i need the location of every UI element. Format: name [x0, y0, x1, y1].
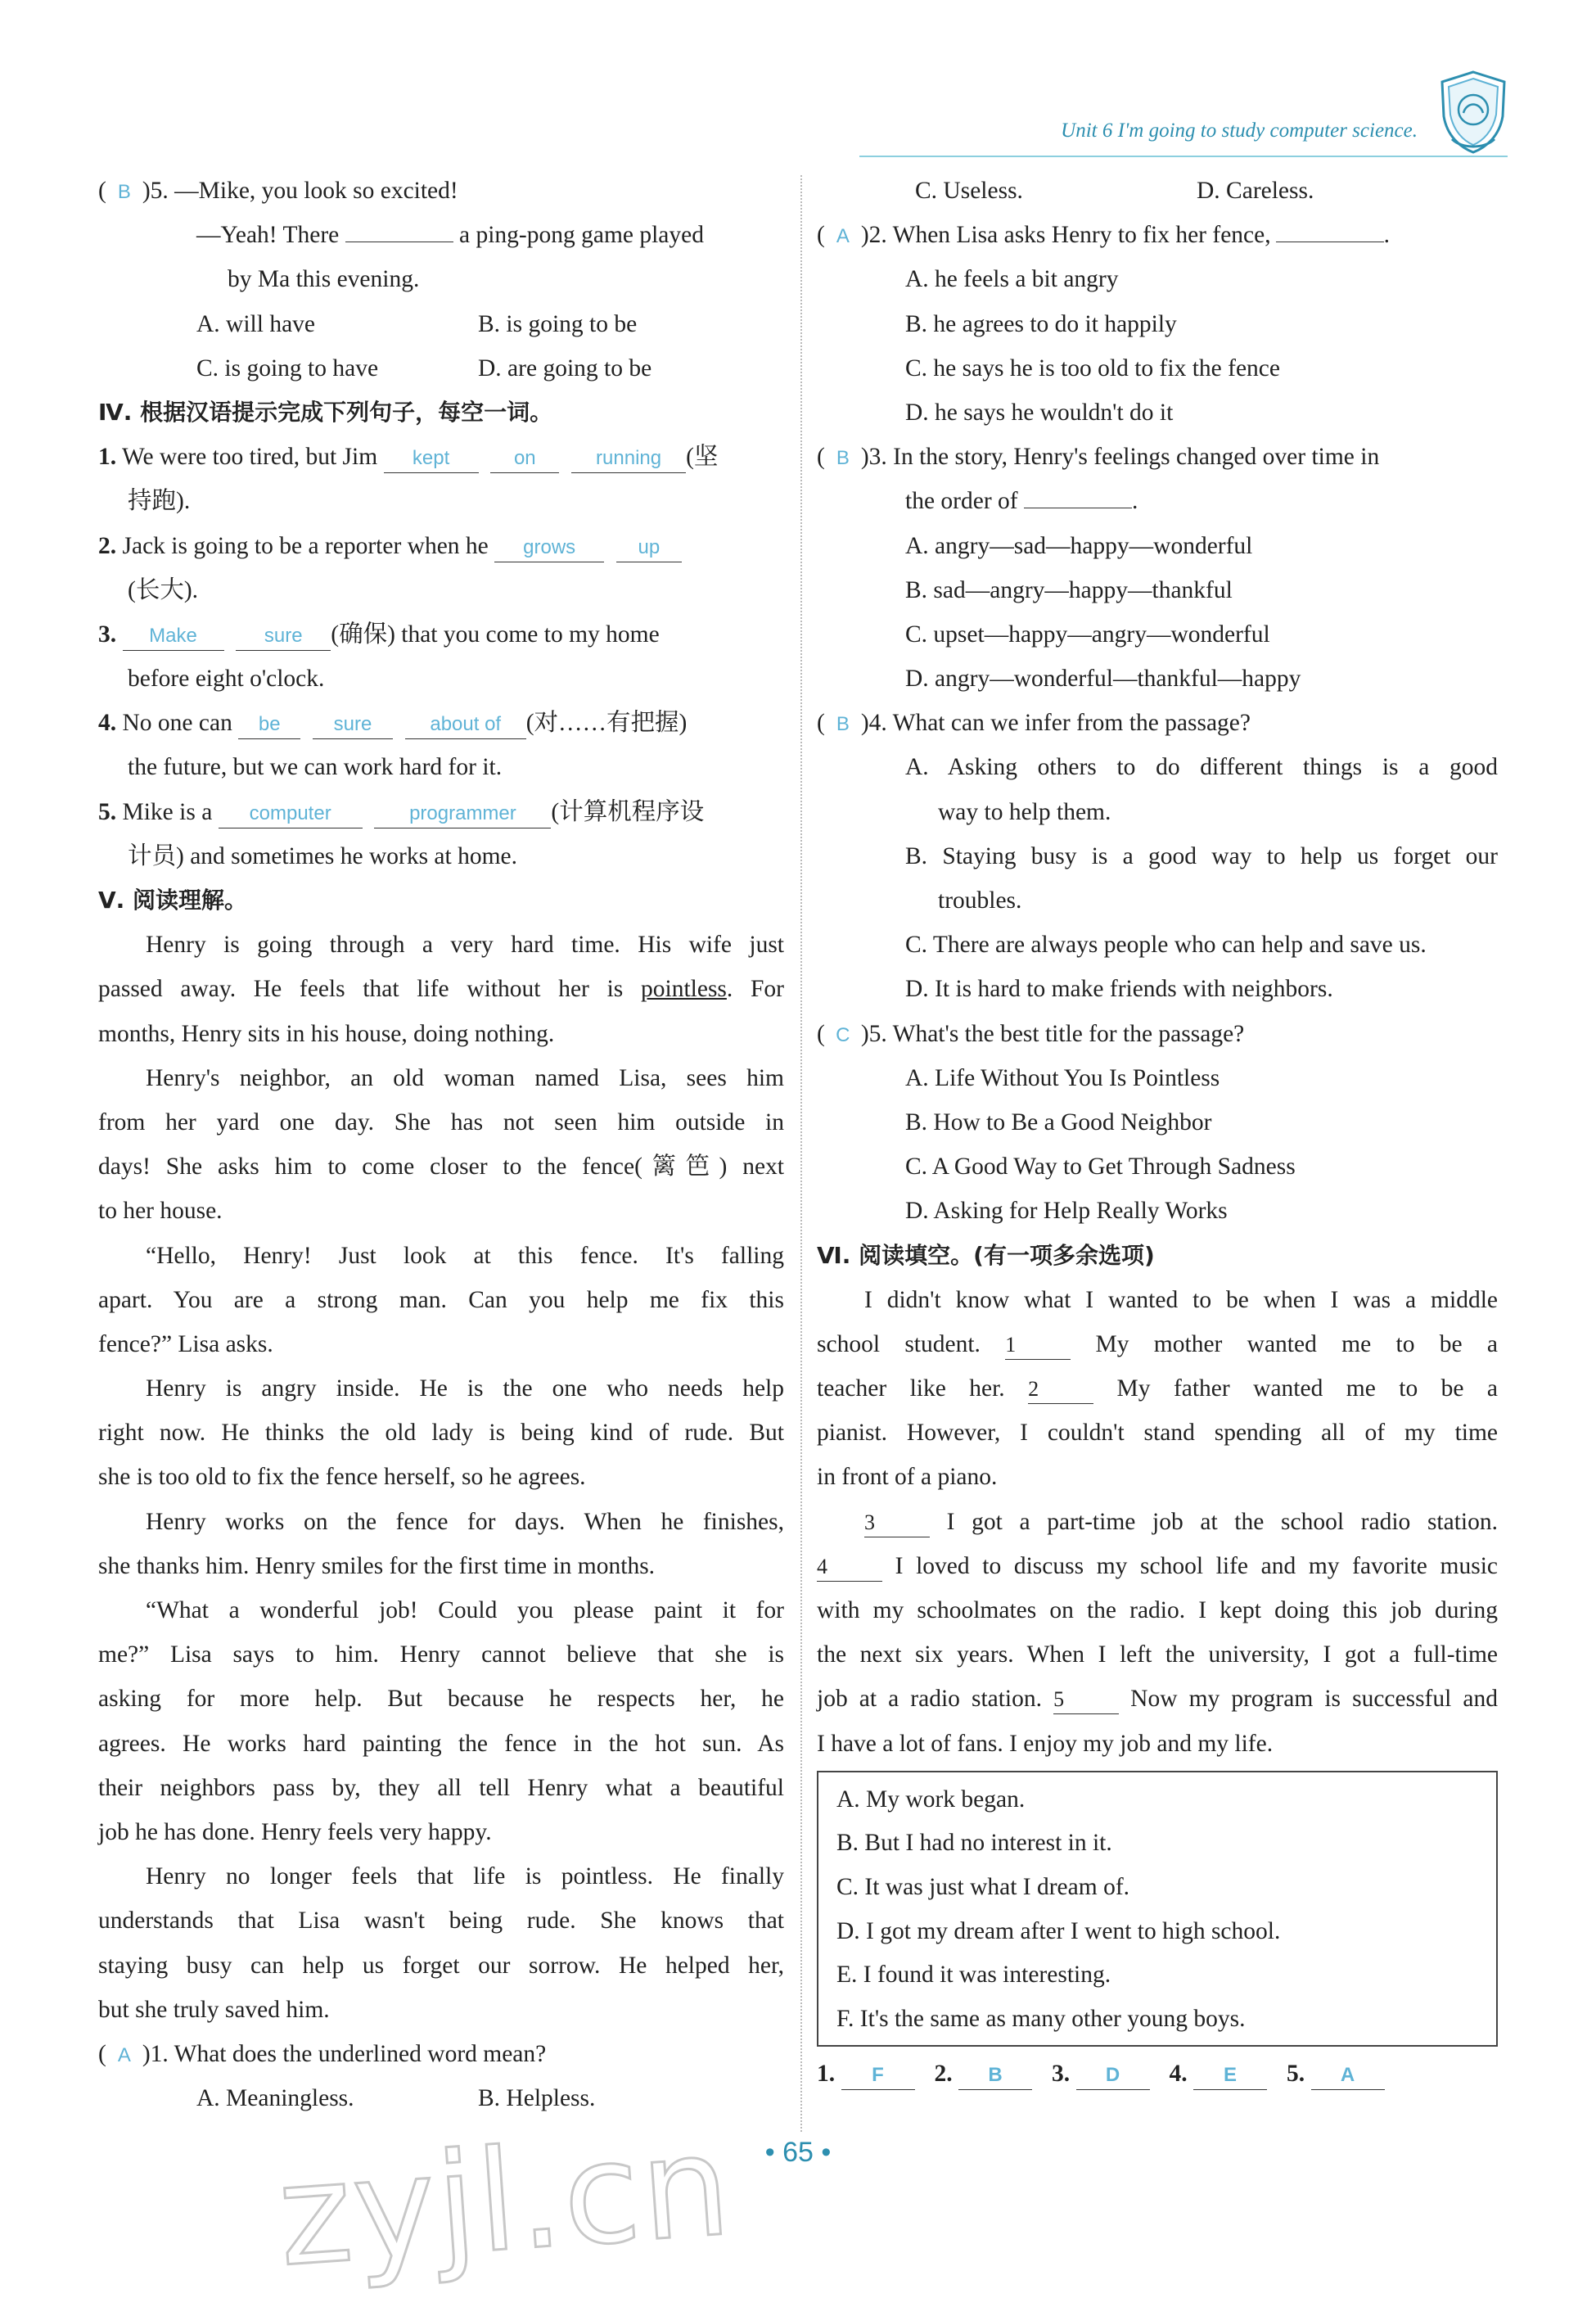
option-text: A. angry—sad—happy—wonderful: [905, 532, 1253, 559]
option-d[interactable]: D. Careless.: [1197, 178, 1314, 204]
cloze-line: the next six years. When I left the university, I got a full-time: [817, 1641, 1498, 1668]
passage-line: asking for more help. But because he respects her, he: [98, 1686, 784, 1713]
item-number: 1.: [98, 444, 117, 471]
reading-question-5: ( C )5. What's the best title for the passage? A. Life Without You Is Pointless B. How to Be a Good Neighbor C. A Good Way to Get Through Sadness D. Asking for Help Really Works: [817, 1012, 1498, 1234]
answer-blank[interactable]: on: [490, 445, 559, 473]
option-a[interactable]: A. Meaningless.: [196, 2085, 354, 2112]
option-a[interactable]: [817, 257, 1498, 301]
option-c[interactable]: [817, 923, 1498, 967]
option-c[interactable]: C. is going to have: [196, 354, 379, 381]
cloze-blank-3[interactable]: 3: [864, 1509, 930, 1537]
question-5: ( B )5. —Mike, you look so excited! —Yeah! There a ping-pong game played by Ma this evening. A. will have B. is going to be C. is going to have D. are going to be: [98, 169, 784, 391]
item-text: (确保) that you come to my home: [331, 621, 660, 648]
answer-blank[interactable]: D: [1076, 2061, 1150, 2090]
item-text: No one can: [122, 710, 232, 737]
question-text: by Ma this evening.: [228, 266, 420, 293]
passage-line: she thanks him. Henry smiles for the first time in months.: [98, 1552, 656, 1579]
option-text: way to help them.: [938, 798, 1111, 825]
option-text: D. he says he wouldn't do it: [905, 399, 1174, 426]
option-text: D. Asking for Help Really Works: [905, 1198, 1228, 1225]
option-item: D. I got my dream after I went to high school.: [836, 1917, 1281, 1944]
passage-line: Henry is going through a very hard time. His wife just: [146, 932, 784, 959]
option-text: C. upset—happy—angry—wonderful: [905, 621, 1270, 648]
header-rule: [859, 156, 1508, 157]
passage-line: “Hello, Henry! Just look at this fence. It's falling: [146, 1242, 784, 1269]
option-item: E. I found it was interesting.: [836, 1962, 1111, 1989]
question-stem: )4. What can we infer from the passage?: [860, 710, 1251, 737]
option-text: A. Asking others to do different things is a good: [905, 754, 1498, 781]
option-item: F. It's the same as many other young boys.: [836, 2005, 1246, 2032]
answer-blank[interactable]: Make: [123, 622, 224, 651]
option-text: C. There are always people who can help and save us.: [905, 932, 1427, 959]
option-b[interactable]: [817, 568, 1498, 612]
answer-blank[interactable]: grows: [494, 534, 604, 562]
option-text: C. A Good Way to Get Through Sadness: [905, 1154, 1296, 1181]
answer-mark: A: [117, 2043, 131, 2066]
cloze-line: in front of a piano.: [817, 1464, 998, 1491]
item-hint: (坚: [686, 444, 719, 471]
item-text: We were too tired, but Jim: [121, 444, 378, 471]
question-stem: )5. What's the best title for the passage?: [860, 1020, 1245, 1047]
option-text: A. he feels a bit angry: [905, 266, 1119, 293]
item-hint: (长大).: [128, 576, 199, 603]
fill-item-2: [98, 524, 784, 612]
passage-line: me?” Lisa says to him. Henry cannot believe that she is: [98, 1641, 784, 1668]
answer-mark: C: [836, 1023, 850, 1046]
school-emblem-icon: [1434, 67, 1513, 157]
passage-line: understands that Lisa wasn't being rude. She knows that: [98, 1907, 784, 1935]
answer-number: 5.: [1287, 2061, 1305, 2088]
option-d[interactable]: [817, 967, 1498, 1011]
option-a[interactable]: [817, 745, 1498, 833]
item-text: Mike is a: [122, 798, 213, 825]
answer-mark: A: [836, 225, 850, 248]
option-text: D. It is hard to make friends with neighbors.: [905, 976, 1333, 1003]
passage-line: agrees. He works hard painting the fence in the hot sun. As: [98, 1730, 784, 1757]
answer-blank[interactable]: be: [238, 711, 300, 739]
answer-number: 2.: [934, 2061, 953, 2088]
option-c[interactable]: C. Useless.: [915, 178, 1023, 204]
option-text: troubles.: [938, 887, 1022, 914]
passage-line: Henry is angry inside. He is the one who needs help: [146, 1375, 784, 1402]
page-header: [859, 115, 1508, 157]
answer-text: of: [485, 713, 502, 736]
cloze-blank-1[interactable]: 1: [1005, 1331, 1071, 1360]
option-b[interactable]: B. Helpless.: [478, 2085, 596, 2112]
answer-blank[interactable]: A: [1311, 2061, 1385, 2090]
answer-mark: B: [836, 447, 850, 470]
answer-blank[interactable]: sure: [236, 622, 331, 651]
answer-blank[interactable]: B: [958, 2061, 1032, 2090]
option-a[interactable]: [817, 1056, 1498, 1100]
passage-line: apart. You are a strong man. Can you help me fix this: [98, 1286, 784, 1313]
answer-blank[interactable]: up: [616, 534, 682, 562]
question-stem: )3. In the story, Henry's feelings changed over time in: [860, 444, 1380, 471]
cloze-line: 4 I loved to discuss my school life and my favorite music: [817, 1544, 1498, 1588]
left-column: [98, 169, 784, 2120]
answer-blank[interactable]: sure: [313, 711, 393, 739]
section-5-title: Ⅴ. 阅读理解。: [98, 887, 248, 914]
item-number: 2.: [98, 532, 117, 559]
cloze-blank-4[interactable]: 4: [817, 1553, 882, 1582]
cloze-passage: [817, 1278, 1498, 1766]
cloze-line: job at a radio station. 5 Now my program is successful and: [817, 1677, 1498, 1721]
option-b[interactable]: [817, 302, 1498, 346]
option-text: B. he agrees to do it happily: [905, 310, 1177, 337]
option-b[interactable]: B. is going to be: [478, 310, 638, 337]
option-d[interactable]: [817, 391, 1498, 435]
fill-item-5: [98, 790, 784, 878]
passage-line: job he has done. Henry feels very happy.: [98, 1818, 492, 1845]
question-stem: the order of: [905, 488, 1018, 515]
item-number: 4.: [98, 710, 117, 737]
answer-blank[interactable]: E: [1193, 2061, 1267, 2090]
answer-text: about: [430, 713, 480, 736]
answer-mark: B: [836, 713, 850, 736]
answer-blank[interactable]: F: [841, 2061, 915, 2090]
question-stem: )5. —Mike, you look so excited!: [142, 178, 458, 204]
watermark: zyjl.cn: [273, 2104, 737, 2298]
reading-question-3: ( B )3. In the story, Henry's feelings changed over time in the order of . A. angry—sad—happy—wonderful B. sad—angry—happy—thankful C. upset—happy—angry—wonderful D. angry—wonderful—thankful—happy: [817, 435, 1498, 701]
cloze-line: school student. 1 My mother wanted me to be a: [817, 1322, 1498, 1366]
passage-line: fence?” Lisa asks.: [98, 1330, 273, 1357]
answer-number: 1.: [817, 2061, 836, 2088]
reading-question-2: ( A )2. When Lisa asks Henry to fix her fence, . A. he feels a bit angry B. he agrees to do it happily C. he says he is too old to fix the fence D. he says he wouldn't do it: [817, 213, 1498, 435]
fill-item-3: [98, 612, 784, 701]
passage-line: from her yard one day. She has not seen him outside in: [98, 1108, 784, 1135]
reading-question-4: ( B )4. What can we infer from the passage? A. Asking others to do different things is a good way to help them. B. Staying busy is a good way to help us forget our troubles. C. There are always people who can help and save us. D. It is hard to make friends with neighbors.: [817, 701, 1498, 1011]
option-item: C. It was just what I dream of.: [836, 1873, 1130, 1900]
cloze-blank-5[interactable]: 5: [1053, 1686, 1119, 1714]
page-number: • 65 •: [764, 2137, 832, 2168]
passage-line: staying busy can help us forget our sorrow. He helped her,: [98, 1952, 784, 1979]
question-text: a ping-pong game played: [458, 222, 704, 249]
option-d[interactable]: [817, 657, 1498, 701]
answer-blank[interactable]: kept: [384, 445, 479, 473]
cloze-line: 3 I got a part-time job at the school radio station.: [817, 1500, 1498, 1544]
passage-line: “What a wonderful job! Could you please paint it for: [146, 1597, 784, 1623]
cloze-line: teacher like her. 2 My father wanted me to be a: [817, 1366, 1498, 1411]
answer-blank[interactable]: running: [571, 445, 686, 473]
item-hint: (对……有把握): [525, 710, 688, 737]
cloze-line: I have a lot of fans. I enjoy my job and my life.: [817, 1730, 1274, 1757]
option-text: A. Life Without You Is Pointless: [905, 1064, 1220, 1091]
item-number: 3.: [98, 621, 117, 648]
column-divider: [800, 175, 802, 2132]
passage-line: to her house.: [98, 1198, 223, 1225]
option-b[interactable]: [817, 1100, 1498, 1144]
passage-line: Henry's neighbor, an old woman named Lisa, sees him: [146, 1064, 784, 1091]
reading-passage: [98, 923, 784, 2032]
passage-line: right now. He thinks the old lady is being kind of rude. But: [98, 1420, 784, 1447]
option-item: B. But I had no interest in it.: [836, 1830, 1112, 1857]
option-a[interactable]: A. will have: [196, 310, 316, 337]
cloze-line: with my schoolmates on the radio. I kept doing this job during: [817, 1597, 1498, 1623]
passage-line: Henry no longer feels that life is pointless. He finally: [146, 1863, 784, 1890]
options-box: [817, 1771, 1498, 2047]
section-6-title: Ⅵ. 阅读填空。(有一项多余选项): [817, 1241, 1155, 1269]
passage-line: Henry works on the fence for days. When he finishes,: [146, 1508, 784, 1535]
item-text: the future, but we can work hard for it.: [128, 754, 503, 781]
answer-blank[interactable]: computer: [219, 800, 363, 828]
underlined-word: pointless: [641, 976, 727, 1003]
option-text: D. angry—wonderful—thankful—happy: [905, 666, 1301, 693]
answer-number: 3.: [1052, 2061, 1071, 2088]
item-text: before eight o'clock.: [128, 666, 325, 693]
option-b[interactable]: [817, 834, 1498, 923]
answer-row: [817, 2052, 1498, 2096]
option-a[interactable]: [817, 524, 1498, 568]
option-item: A. My work began.: [836, 1786, 1026, 1813]
cloze-line: pianist. However, I couldn't stand spending all of my time: [817, 1420, 1498, 1447]
cloze-blank-2[interactable]: 2: [1028, 1375, 1093, 1404]
item-hint: (计算机程序设: [551, 798, 705, 825]
passage-line: their neighbors pass by, they all tell Henry what a beautiful: [98, 1774, 784, 1801]
answer-mark: B: [117, 181, 131, 203]
fill-item-4: [98, 701, 784, 789]
option-text: B. Staying busy is a good way to help us forget our: [905, 842, 1498, 869]
option-c[interactable]: [817, 346, 1498, 391]
question-text: —Yeah! There: [196, 222, 340, 249]
answer-blank[interactable]: programmer: [374, 800, 551, 828]
option-c[interactable]: [817, 1144, 1498, 1189]
option-text: B. How to Be a Good Neighbor: [905, 1108, 1212, 1135]
reading-questions: [817, 213, 1498, 1233]
answer-number: 4.: [1169, 2061, 1188, 2088]
cloze-line: I didn't know what I wanted to be when I was a middle: [864, 1286, 1498, 1313]
item-number: 5.: [98, 798, 117, 825]
section-4-title: Ⅳ. 根据汉语提示完成下列句子，每空一词。: [98, 398, 553, 426]
option-d[interactable]: [817, 1189, 1498, 1233]
option-c[interactable]: [817, 612, 1498, 657]
passage-line: she is too old to fix the fence herself, so he agrees.: [98, 1464, 586, 1491]
item-hint: 计员) and sometimes he works at home.: [128, 842, 518, 869]
passage-line: months, Henry sits in his house, doing nothing.: [98, 1020, 555, 1047]
question-stem: )2. When Lisa asks Henry to fix her fence,: [860, 222, 1271, 249]
passage-line: days! She asks him to come closer to the fence(篱笆) next: [98, 1154, 784, 1181]
reading-question-1-continued: [817, 169, 1498, 213]
reading-question-1: ( A )1. What does the underlined word mean? A. Meaningless. B. Helpless.: [98, 2032, 784, 2120]
option-text: C. he says he is too old to fix the fence: [905, 354, 1280, 381]
passage-line: but she truly saved him.: [98, 1996, 330, 2023]
question-stem: )1. What does the underlined word mean?: [142, 2040, 547, 2067]
item-text: Jack is going to be a reporter when he: [122, 532, 489, 559]
item-hint: 持跑).: [128, 488, 191, 515]
right-column: [817, 169, 1498, 2097]
fill-item-1: [98, 435, 784, 523]
unit-title: Unit 6 I'm going to study computer science.: [1061, 120, 1418, 142]
passage-line: passed away. He feels that life without her is pointless. For: [98, 976, 785, 1003]
option-d[interactable]: D. are going to be: [478, 354, 652, 381]
option-text: B. sad—angry—happy—thankful: [905, 576, 1233, 603]
